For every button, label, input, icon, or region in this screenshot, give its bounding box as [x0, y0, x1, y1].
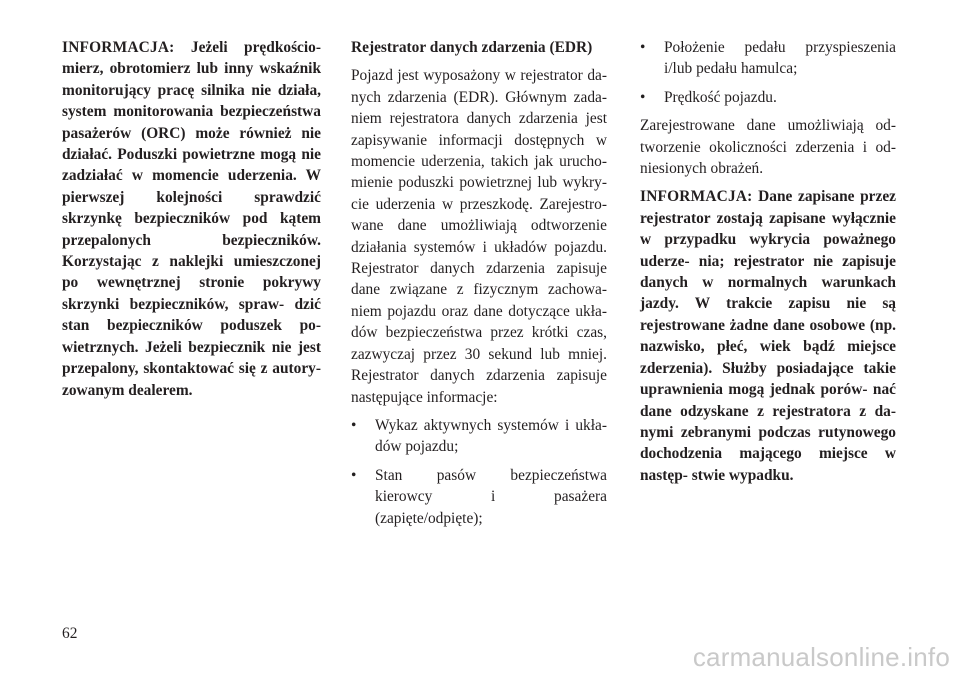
edr-bullet-list-continued	[640, 37, 896, 108]
notice-text: Jeżeli prędkościo- mierz, obrotomierz lub inny wskaźnik monitorujący pracę silnika nie działa, system monitorowania bezpieczeństwa pasażerów (ORC) może również nie działać. Poduszki powietrzne mogą nie zadziałać w momencie uderzenia. W pierwszej kolejności sprawdzić skrzynkę bezpieczników pod kątem przepalonych bezpieczników. Korzystając z naklejki umieszczonej po wewnętrznej stronie pokrywy skrzynki bezpieczników, spraw- dzić stan bezpieczników poduszek po- wietrznych. Jeżeli bezpiecznik nie jest przepalony, skontaktować się z autory- zowanym dealerem.	[62, 39, 321, 399]
column-left	[62, 37, 321, 401]
list-item	[640, 37, 896, 80]
section-title-edr: Rejestrator danych zdarzenia (EDR)	[351, 39, 593, 56]
page-number: 62	[62, 625, 78, 642]
column-right	[640, 37, 896, 486]
list-item	[351, 415, 607, 458]
list-item-text: Stan pasów bezpieczeństwa kierowcy i pasażera (zapięte/odpięte);	[375, 466, 607, 527]
bullet-icon: •	[351, 416, 357, 434]
bullet-icon: •	[640, 39, 646, 56]
notice-orc	[62, 37, 321, 401]
bullet-icon: •	[351, 466, 357, 484]
watermark: carmanualsonline.info	[692, 642, 950, 672]
edr-summary-paragraph: Zarejestrowane dane umożliwiają od- tworzenie okoliczności zderzenia i od- niesionych obrażeń.	[640, 117, 896, 178]
edr-bullet-list	[351, 415, 607, 529]
list-item	[351, 465, 607, 529]
notice-text: Dane zapisane przez rejestrator zostają zapisane wyłącznie w przypadku wykrycia poważnego uderze- nia; rejestrator nie zapisuje danych w normalnych warunkach jazdy. W trakcie zapisu nie są rejestrowane żadne dane osobowe (np. nazwisko, płeć, wiek bądź miejsce zderzenia). Służby posiadające takie uprawnienia mogą jednak porów- nać dane odzyskane z rejestratora z da- nymi zebranymi podczas rutynowego dochodzenia mającego miejsce w następ- stwie wypadku.	[640, 188, 896, 484]
notice-label: INFORMACJA:	[62, 39, 175, 56]
list-item	[640, 87, 896, 108]
list-item-text: Prędkość pojazdu.	[664, 88, 777, 106]
notice-label: INFORMACJA:	[640, 188, 753, 206]
notice-edr	[640, 186, 896, 486]
list-item-text: Wykaz aktywnych systemów i ukła- dów pojazdu;	[375, 416, 607, 456]
column-middle	[351, 37, 607, 536]
bullet-icon: •	[640, 88, 646, 106]
list-item-text: Położenie pedału przyspieszenia i/lub pedału hamulca;	[664, 39, 896, 78]
edr-paragraph: Pojazd jest wyposażony w rejestrator da- nych zdarzenia (EDR). Głównym zada- niem rejestratora danych zdarzenia jest zapisywanie informacji dostępnych w momencie uderzenia, takich jak urucho- mienie poduszki powietrznej lub wykry- cie uderzenia w przeszkodę. Zarejestro- wane dane umożliwiają odtworzenie działania systemów i układów pojazdu. Rejestrator danych zdarzenia zapisuje dane związane z fizycznym zachowa- niem pojazdu oraz dane dotyczące ukła- dów bezpieczeństwa przez krótki czas, zazwyczaj przez 30 sekund lub mniej. Rejestrator danych zdarzenia zapisuje następujące informacje:	[351, 67, 607, 406]
